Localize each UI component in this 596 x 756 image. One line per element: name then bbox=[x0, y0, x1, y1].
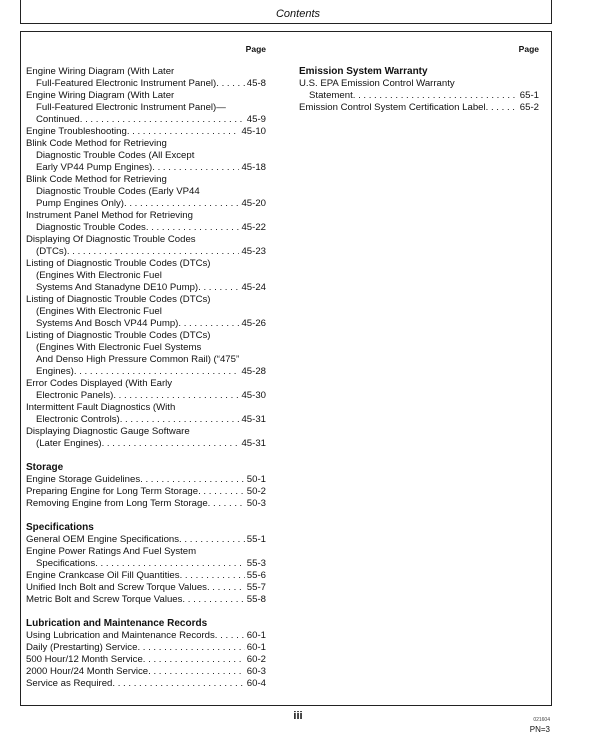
entry-leader-line bbox=[26, 582, 266, 594]
toc-entry[interactable] bbox=[26, 330, 266, 378]
entry-text: Preparing Engine for Long Term Storage bbox=[26, 486, 199, 497]
entry-page-number: 60-2 bbox=[246, 654, 266, 665]
entry-text: (DTCs) bbox=[36, 246, 67, 257]
section-title: Lubrication and Maintenance Records bbox=[26, 618, 208, 629]
entry-leader-line bbox=[299, 90, 539, 102]
entry-text: (Engines With Electronic Fuel bbox=[36, 270, 162, 281]
toc-entry[interactable] bbox=[26, 486, 266, 498]
entry-text: Systems And Bosch VP44 Pump) bbox=[36, 318, 179, 329]
dot-leader bbox=[95, 558, 245, 570]
toc-entry[interactable] bbox=[26, 90, 266, 126]
right-column bbox=[299, 43, 539, 126]
entry-text: Systems And Stanadyne DE10 Pump) bbox=[36, 282, 199, 293]
footer-pn: PN=3 bbox=[529, 725, 550, 734]
entry-leader-line bbox=[299, 102, 539, 114]
dot-leader bbox=[127, 126, 240, 138]
entry-page-number: 45-18 bbox=[241, 162, 266, 173]
toc-section bbox=[26, 522, 266, 606]
dot-leader bbox=[207, 582, 245, 594]
entry-page-number: 45-20 bbox=[241, 198, 266, 209]
entry-leader-line bbox=[26, 198, 266, 210]
entry-text: Intermittent Fault Diagnostics (With bbox=[26, 402, 176, 413]
toc-entry[interactable] bbox=[26, 678, 266, 690]
entry-leader-line bbox=[26, 666, 266, 678]
toc-section bbox=[299, 66, 539, 114]
entry-text: Daily (Prestarting) Service bbox=[26, 642, 138, 653]
entry-leader-line bbox=[26, 630, 266, 642]
dot-leader bbox=[112, 678, 244, 690]
entry-leader-line bbox=[26, 246, 266, 258]
toc-entry[interactable] bbox=[26, 402, 266, 426]
entry-page-number: 45-10 bbox=[241, 126, 266, 137]
entry-page-number: 45-9 bbox=[246, 114, 266, 125]
dot-leader bbox=[178, 318, 239, 330]
entry-leader-line bbox=[26, 114, 266, 126]
entry-page-number: 50-3 bbox=[246, 498, 266, 509]
toc-entry[interactable] bbox=[26, 210, 266, 234]
entry-text: (Engines With Electronic Fuel Systems bbox=[36, 342, 202, 353]
entry-page-number: 45-22 bbox=[241, 222, 266, 233]
entry-text: Using Lubrication and Maintenance Records bbox=[26, 630, 215, 641]
entry-page-number: 50-1 bbox=[246, 474, 266, 485]
toc-entry[interactable] bbox=[26, 570, 266, 582]
entry-text: Engines) bbox=[36, 366, 74, 377]
entry-leader-line bbox=[26, 162, 266, 174]
entry-text: Listing of Diagnostic Trouble Codes (DTCs) bbox=[26, 330, 211, 341]
entry-page-number: 55-7 bbox=[246, 582, 266, 593]
toc-entry[interactable] bbox=[26, 474, 266, 486]
entry-text: Engine Wiring Diagram (With Later bbox=[26, 90, 175, 101]
entry-text: Continued bbox=[36, 114, 80, 125]
toc-entry[interactable] bbox=[26, 258, 266, 294]
dot-leader bbox=[198, 282, 239, 294]
entry-page-number: 60-3 bbox=[246, 666, 266, 677]
entry-page-number: 65-2 bbox=[519, 102, 539, 113]
entry-page-number: 55-1 bbox=[246, 534, 266, 545]
entry-text: Displaying Of Diagnostic Trouble Codes bbox=[26, 234, 196, 245]
dot-leader bbox=[67, 246, 240, 258]
dot-leader bbox=[208, 498, 245, 510]
dot-leader bbox=[180, 570, 245, 582]
entry-page-number: 45-28 bbox=[241, 366, 266, 377]
entry-page-number: 45-26 bbox=[241, 318, 266, 329]
entry-page-number: 45-8 bbox=[246, 78, 266, 89]
entry-text: 2000 Hour/24 Month Service bbox=[26, 666, 149, 677]
entry-leader-line bbox=[26, 534, 266, 546]
entry-text: Engine Wiring Diagram (With Later bbox=[26, 66, 175, 77]
entry-page-number: 55-6 bbox=[246, 570, 266, 581]
entry-leader-line bbox=[26, 282, 266, 294]
entry-page-number: 55-8 bbox=[246, 594, 266, 605]
entry-page-number: 45-24 bbox=[241, 282, 266, 293]
dot-leader bbox=[137, 642, 244, 654]
entry-page-number: 55-3 bbox=[246, 558, 266, 569]
toc-entry[interactable] bbox=[26, 654, 266, 666]
entry-text: Blink Code Method for Retrieving bbox=[26, 138, 167, 149]
dot-leader bbox=[148, 666, 245, 678]
entry-leader-line bbox=[26, 78, 266, 90]
entry-page-number: 60-1 bbox=[246, 642, 266, 653]
dot-leader bbox=[215, 630, 245, 642]
toc-entry[interactable] bbox=[26, 294, 266, 330]
entry-text: Full-Featured Electronic Instrument Panel)— bbox=[36, 102, 226, 113]
entry-text: Engine Crankcase Oil Fill Quantities bbox=[26, 570, 180, 581]
toc-entry[interactable] bbox=[26, 546, 266, 570]
dot-leader bbox=[143, 654, 245, 666]
dot-leader bbox=[152, 162, 239, 174]
toc-entry[interactable] bbox=[26, 642, 266, 654]
entry-leader-line bbox=[26, 438, 266, 450]
entry-leader-line bbox=[26, 126, 266, 138]
dot-leader bbox=[182, 594, 244, 606]
entry-text: Electronic Panels) bbox=[36, 390, 114, 401]
section-title: Storage bbox=[26, 462, 64, 473]
toc-section bbox=[26, 462, 266, 510]
entry-text: Statement bbox=[309, 90, 353, 101]
entry-text: Early VP44 Pump Engines) bbox=[36, 162, 153, 173]
header-title: Contents bbox=[275, 8, 321, 20]
toc-entry[interactable] bbox=[26, 594, 266, 606]
entry-leader-line bbox=[26, 414, 266, 426]
entry-page-number: 45-23 bbox=[241, 246, 266, 257]
toc-section bbox=[26, 618, 266, 690]
entry-text: Listing of Diagnostic Trouble Codes (DTCs) bbox=[26, 294, 211, 305]
entry-text: U.S. EPA Emission Control Warranty bbox=[299, 78, 455, 89]
dot-leader bbox=[113, 390, 239, 402]
entry-text: Unified Inch Bolt and Screw Torque Values bbox=[26, 582, 207, 593]
entry-text: Diagnostic Trouble Codes bbox=[36, 222, 146, 233]
entry-leader-line bbox=[26, 318, 266, 330]
entry-leader-line bbox=[26, 366, 266, 378]
toc-entry[interactable] bbox=[26, 498, 266, 510]
entry-text: Displaying Diagnostic Gauge Software bbox=[26, 426, 190, 437]
toc-entry[interactable] bbox=[26, 630, 266, 642]
dot-leader bbox=[486, 102, 518, 114]
entry-text: Instrument Panel Method for Retrieving bbox=[26, 210, 193, 221]
entry-text: Diagnostic Trouble Codes (All Except bbox=[36, 150, 195, 161]
footer-page-number: iii bbox=[293, 710, 303, 722]
toc-entry[interactable] bbox=[299, 78, 539, 102]
toc-entry[interactable] bbox=[26, 534, 266, 546]
dot-leader bbox=[120, 414, 240, 426]
entry-text: Service as Required bbox=[26, 678, 113, 689]
dot-leader bbox=[74, 366, 240, 378]
entry-leader-line bbox=[26, 594, 266, 606]
toc-entry[interactable] bbox=[299, 102, 539, 114]
dot-leader bbox=[216, 78, 245, 90]
dot-leader bbox=[146, 222, 240, 234]
entry-page-number: 60-4 bbox=[246, 678, 266, 689]
entry-leader-line bbox=[26, 486, 266, 498]
entry-text: (Engines With Electronic Fuel bbox=[36, 306, 162, 317]
toc-entry[interactable] bbox=[26, 174, 266, 210]
toc-section bbox=[26, 66, 266, 450]
left-column bbox=[26, 43, 266, 702]
toc-entry[interactable] bbox=[26, 138, 266, 174]
entry-leader-line bbox=[26, 390, 266, 402]
entry-text: Full-Featured Electronic Instrument Panel) bbox=[36, 78, 217, 89]
section-title: Specifications bbox=[26, 522, 94, 533]
entry-text: Engine Storage Guidelines bbox=[26, 474, 141, 485]
entry-text: Removing Engine from Long Term Storage bbox=[26, 498, 208, 509]
entry-text: Engine Troubleshooting bbox=[26, 126, 127, 137]
entry-text: And Denso High Pressure Common Rail) (“475” bbox=[36, 354, 240, 365]
entry-page-number: 45-30 bbox=[241, 390, 266, 401]
entry-text: 500 Hour/12 Month Service bbox=[26, 654, 143, 665]
entry-text: Metric Bolt and Screw Torque Values bbox=[26, 594, 183, 605]
dot-leader bbox=[124, 198, 239, 210]
dot-leader bbox=[102, 438, 240, 450]
dot-leader bbox=[140, 474, 245, 486]
page-column-heading: Page bbox=[518, 44, 539, 54]
entry-page-number: 60-1 bbox=[246, 630, 266, 641]
entry-page-number: 65-1 bbox=[519, 90, 539, 101]
page-column-heading: Page bbox=[245, 44, 266, 54]
toc-entry[interactable] bbox=[26, 234, 266, 258]
entry-text: Blink Code Method for Retrieving bbox=[26, 174, 167, 185]
entry-text: Electronic Controls) bbox=[36, 414, 120, 425]
entry-text: Diagnostic Trouble Codes (Early VP44 bbox=[36, 186, 200, 197]
section-title: Emission System Warranty bbox=[299, 66, 428, 77]
toc-entry[interactable] bbox=[26, 378, 266, 402]
entry-leader-line bbox=[26, 498, 266, 510]
dot-leader bbox=[353, 90, 518, 102]
entry-leader-line bbox=[26, 558, 266, 570]
dot-leader bbox=[80, 114, 245, 126]
entry-text: General OEM Engine Specifications bbox=[26, 534, 180, 545]
entry-page-number: 45-31 bbox=[241, 438, 266, 449]
entry-leader-line bbox=[26, 678, 266, 690]
entry-leader-line bbox=[26, 474, 266, 486]
entry-text: (Later Engines) bbox=[36, 438, 102, 449]
entry-text: Pump Engines Only) bbox=[36, 198, 124, 209]
toc-entry[interactable] bbox=[26, 66, 266, 90]
entry-text: Specifications bbox=[36, 558, 96, 569]
dot-leader bbox=[179, 534, 245, 546]
footer-code: 021604 bbox=[533, 717, 550, 723]
entry-text: Listing of Diagnostic Trouble Codes (DTCs) bbox=[26, 258, 211, 269]
toc-entry[interactable] bbox=[26, 582, 266, 594]
entry-page-number: 50-2 bbox=[246, 486, 266, 497]
toc-entry[interactable] bbox=[26, 426, 266, 450]
entry-leader-line bbox=[26, 654, 266, 666]
entry-leader-line bbox=[26, 642, 266, 654]
entry-page-number: 45-31 bbox=[241, 414, 266, 425]
entry-leader-line bbox=[26, 222, 266, 234]
entry-leader-line bbox=[26, 570, 266, 582]
dot-leader bbox=[198, 486, 245, 498]
entry-text: Engine Power Ratings And Fuel System bbox=[26, 546, 197, 557]
entry-text: Error Codes Displayed (With Early bbox=[26, 378, 173, 389]
toc-entry[interactable] bbox=[26, 666, 266, 678]
toc-entry[interactable] bbox=[26, 126, 266, 138]
entry-text: Emission Control System Certification Label bbox=[299, 102, 486, 113]
